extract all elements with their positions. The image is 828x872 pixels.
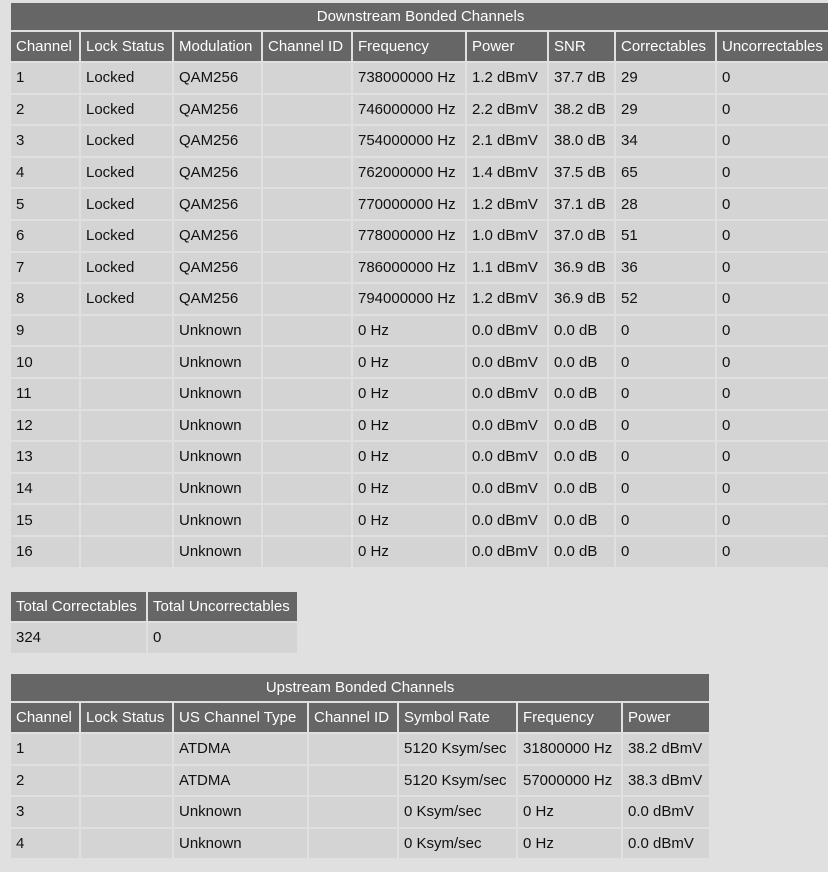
table-row xyxy=(11,829,709,859)
total-uncorrectables-header: Total Uncorrectables xyxy=(148,592,297,621)
table-cell: 52 xyxy=(616,284,715,314)
table-cell xyxy=(81,379,172,409)
table-cell: 34 xyxy=(616,126,715,156)
table-row xyxy=(11,766,709,796)
table-cell: QAM256 xyxy=(174,189,261,219)
table-row xyxy=(11,347,828,377)
table-cell: 1.2 dBmV xyxy=(467,63,547,93)
downstream-header-lock-status: Lock Status xyxy=(81,32,172,61)
table-cell xyxy=(263,158,351,188)
table-cell xyxy=(81,316,172,346)
table-cell: 3 xyxy=(11,126,79,156)
downstream-header-correctables: Correctables xyxy=(616,32,715,61)
table-cell: 0.0 dBmV xyxy=(467,474,547,504)
table-cell: 1.2 dBmV xyxy=(467,189,547,219)
table-cell xyxy=(263,442,351,472)
table-row xyxy=(11,379,828,409)
table-cell: 5 xyxy=(11,189,79,219)
table-cell: 37.7 dB xyxy=(549,63,614,93)
table-cell: 0 xyxy=(616,316,715,346)
table-cell: 746000000 Hz xyxy=(353,95,465,125)
table-cell: 0 Ksym/sec xyxy=(399,797,516,827)
table-cell: 0.0 dBmV xyxy=(623,829,709,859)
table-cell xyxy=(81,829,172,859)
table-cell: 0.0 dB xyxy=(549,379,614,409)
table-cell: QAM256 xyxy=(174,253,261,283)
table-cell: 0 xyxy=(616,347,715,377)
table-cell: 0 xyxy=(717,537,828,567)
table-cell: 754000000 Hz xyxy=(353,126,465,156)
upstream-header-channel-id: Channel ID xyxy=(309,703,397,732)
table-cell xyxy=(81,537,172,567)
upstream-table xyxy=(9,672,711,860)
table-cell xyxy=(81,797,172,827)
total-correctables-value: 324 xyxy=(11,623,146,653)
table-cell: 29 xyxy=(616,63,715,93)
table-cell: 8 xyxy=(11,284,79,314)
table-cell: 2 xyxy=(11,95,79,125)
table-cell: 1 xyxy=(11,734,79,764)
table-cell: 0.0 dB xyxy=(549,442,614,472)
table-cell: 6 xyxy=(11,221,79,251)
table-cell: 0.0 dBmV xyxy=(467,442,547,472)
table-cell: 0 Hz xyxy=(353,505,465,535)
table-cell xyxy=(263,474,351,504)
table-cell: 770000000 Hz xyxy=(353,189,465,219)
table-cell: Unknown xyxy=(174,411,261,441)
table-cell: Unknown xyxy=(174,316,261,346)
table-cell: Locked xyxy=(81,95,172,125)
total-uncorrectables-value: 0 xyxy=(148,623,297,653)
table-cell: 38.3 dBmV xyxy=(623,766,709,796)
table-cell: 0 Hz xyxy=(518,829,621,859)
table-cell: 1.0 dBmV xyxy=(467,221,547,251)
table-cell: 36.9 dB xyxy=(549,284,614,314)
table-cell: 65 xyxy=(616,158,715,188)
table-cell: 37.0 dB xyxy=(549,221,614,251)
table-cell: 0 xyxy=(717,316,828,346)
downstream-header-channel-id: Channel ID xyxy=(263,32,351,61)
table-cell xyxy=(81,474,172,504)
table-cell xyxy=(263,63,351,93)
table-cell: 0 xyxy=(717,63,828,93)
table-cell: 0.0 dBmV xyxy=(467,537,547,567)
upstream-header-channel: Channel xyxy=(11,703,79,732)
table-cell: 15 xyxy=(11,505,79,535)
downstream-header-channel: Channel xyxy=(11,32,79,61)
table-cell: Unknown xyxy=(174,442,261,472)
table-cell: 36.9 dB xyxy=(549,253,614,283)
table-cell: 4 xyxy=(11,829,79,859)
table-row xyxy=(11,253,828,283)
table-cell: 0 Hz xyxy=(353,411,465,441)
table-cell: 0.0 dB xyxy=(549,316,614,346)
upstream-header-power: Power xyxy=(623,703,709,732)
total-correctables-header: Total Correctables xyxy=(11,592,146,621)
table-cell: 31800000 Hz xyxy=(518,734,621,764)
table-cell: 0.0 dBmV xyxy=(467,316,547,346)
table-cell: 0 xyxy=(717,347,828,377)
table-cell xyxy=(263,411,351,441)
table-row xyxy=(11,95,828,125)
table-cell: 0 xyxy=(717,379,828,409)
table-cell: QAM256 xyxy=(174,221,261,251)
table-cell: Unknown xyxy=(174,797,307,827)
table-cell: 0 Hz xyxy=(353,347,465,377)
table-cell: 38.2 dB xyxy=(549,95,614,125)
table-cell: 0.0 dB xyxy=(549,537,614,567)
table-cell: 11 xyxy=(11,379,79,409)
table-cell: 762000000 Hz xyxy=(353,158,465,188)
table-cell: 0 Hz xyxy=(353,537,465,567)
table-cell: 38.2 dBmV xyxy=(623,734,709,764)
table-row xyxy=(11,411,828,441)
downstream-header-power: Power xyxy=(467,32,547,61)
table-cell: 0 xyxy=(717,442,828,472)
table-row xyxy=(11,284,828,314)
table-row xyxy=(11,221,828,251)
table-cell xyxy=(263,189,351,219)
table-cell: 0 xyxy=(717,411,828,441)
table-cell: 37.5 dB xyxy=(549,158,614,188)
table-cell: Unknown xyxy=(174,537,261,567)
table-cell xyxy=(263,95,351,125)
table-cell: 0.0 dB xyxy=(549,411,614,441)
totals-table xyxy=(9,590,299,655)
table-cell xyxy=(263,284,351,314)
table-cell xyxy=(263,537,351,567)
table-cell: 2.2 dBmV xyxy=(467,95,547,125)
table-cell: 0 xyxy=(616,537,715,567)
table-cell: QAM256 xyxy=(174,284,261,314)
table-cell: 5120 Ksym/sec xyxy=(399,766,516,796)
table-cell: 0 xyxy=(717,284,828,314)
table-cell xyxy=(263,126,351,156)
table-cell: 0 xyxy=(616,411,715,441)
table-row xyxy=(11,537,828,567)
table-cell xyxy=(81,442,172,472)
table-cell xyxy=(309,829,397,859)
table-cell: 794000000 Hz xyxy=(353,284,465,314)
table-cell: 0.0 dBmV xyxy=(467,347,547,377)
downstream-header-snr: SNR xyxy=(549,32,614,61)
table-row xyxy=(11,734,709,764)
table-cell: Locked xyxy=(81,221,172,251)
table-row xyxy=(11,158,828,188)
table-cell: 0 xyxy=(616,505,715,535)
table-cell: 0 Hz xyxy=(353,379,465,409)
table-row xyxy=(11,474,828,504)
table-cell xyxy=(309,797,397,827)
table-cell: 5120 Ksym/sec xyxy=(399,734,516,764)
table-cell: QAM256 xyxy=(174,126,261,156)
table-row xyxy=(11,797,709,827)
table-cell: QAM256 xyxy=(174,63,261,93)
upstream-header-us-channel-type: US Channel Type xyxy=(174,703,307,732)
table-cell: QAM256 xyxy=(174,158,261,188)
table-cell: 786000000 Hz xyxy=(353,253,465,283)
table-cell xyxy=(263,379,351,409)
table-cell xyxy=(309,766,397,796)
table-cell: ATDMA xyxy=(174,734,307,764)
table-cell: Locked xyxy=(81,63,172,93)
table-row xyxy=(11,126,828,156)
table-cell: 738000000 Hz xyxy=(353,63,465,93)
table-cell: 0 xyxy=(717,189,828,219)
table-cell xyxy=(263,253,351,283)
table-cell: Locked xyxy=(81,126,172,156)
table-cell: 2 xyxy=(11,766,79,796)
table-cell: 778000000 Hz xyxy=(353,221,465,251)
table-cell: 38.0 dB xyxy=(549,126,614,156)
table-cell: 9 xyxy=(11,316,79,346)
table-cell: Unknown xyxy=(174,474,261,504)
table-cell: 0.0 dB xyxy=(549,505,614,535)
table-cell: 1.2 dBmV xyxy=(467,284,547,314)
table-cell: 28 xyxy=(616,189,715,219)
table-cell xyxy=(81,734,172,764)
table-cell xyxy=(263,347,351,377)
table-cell: Unknown xyxy=(174,829,307,859)
table-cell xyxy=(263,221,351,251)
table-cell: 0.0 dBmV xyxy=(467,505,547,535)
table-cell: 0.0 dBmV xyxy=(623,797,709,827)
table-cell: 10 xyxy=(11,347,79,377)
table-cell: 0.0 dBmV xyxy=(467,379,547,409)
table-row xyxy=(11,442,828,472)
table-cell: 0 xyxy=(616,474,715,504)
table-cell: 36 xyxy=(616,253,715,283)
table-cell xyxy=(263,505,351,535)
table-cell xyxy=(81,505,172,535)
downstream-header-frequency: Frequency xyxy=(353,32,465,61)
table-cell: 0 Hz xyxy=(353,474,465,504)
table-cell: 0.0 dBmV xyxy=(467,411,547,441)
table-cell xyxy=(81,766,172,796)
table-cell: Unknown xyxy=(174,347,261,377)
table-cell: 3 xyxy=(11,797,79,827)
downstream-table xyxy=(9,1,828,569)
table-cell: 0 xyxy=(717,95,828,125)
table-cell: 0 xyxy=(717,158,828,188)
table-cell: 0 xyxy=(717,126,828,156)
upstream-header-lock-status: Lock Status xyxy=(81,703,172,732)
table-cell: 0 Hz xyxy=(353,316,465,346)
table-row xyxy=(11,189,828,219)
table-cell: Unknown xyxy=(174,379,261,409)
table-row xyxy=(11,505,828,535)
upstream-title: Upstream Bonded Channels xyxy=(11,674,709,701)
table-cell: 0 xyxy=(616,379,715,409)
table-cell: QAM256 xyxy=(174,95,261,125)
table-row xyxy=(11,63,828,93)
table-cell: 0 Ksym/sec xyxy=(399,829,516,859)
table-cell: 0 xyxy=(717,505,828,535)
table-cell: 37.1 dB xyxy=(549,189,614,219)
table-cell: 16 xyxy=(11,537,79,567)
table-cell: 0 xyxy=(717,253,828,283)
table-cell xyxy=(309,734,397,764)
table-cell: 0 Hz xyxy=(518,797,621,827)
table-cell: 57000000 Hz xyxy=(518,766,621,796)
table-cell: 1 xyxy=(11,63,79,93)
table-row xyxy=(11,316,828,346)
downstream-header-modulation: Modulation xyxy=(174,32,261,61)
table-cell: 12 xyxy=(11,411,79,441)
table-cell xyxy=(81,411,172,441)
table-cell xyxy=(81,347,172,377)
table-cell: 13 xyxy=(11,442,79,472)
downstream-title: Downstream Bonded Channels xyxy=(11,3,828,30)
table-cell: Locked xyxy=(81,158,172,188)
upstream-header-symbol-rate: Symbol Rate xyxy=(399,703,516,732)
table-cell: Unknown xyxy=(174,505,261,535)
upstream-header-frequency: Frequency xyxy=(518,703,621,732)
table-cell: 0 xyxy=(616,442,715,472)
table-cell: ATDMA xyxy=(174,766,307,796)
table-cell: 7 xyxy=(11,253,79,283)
table-cell: 0.0 dB xyxy=(549,347,614,377)
downstream-header-uncorrectables: Uncorrectables xyxy=(717,32,828,61)
table-cell: 1.1 dBmV xyxy=(467,253,547,283)
table-cell: 14 xyxy=(11,474,79,504)
table-cell: 51 xyxy=(616,221,715,251)
table-cell: Locked xyxy=(81,284,172,314)
table-cell: 29 xyxy=(616,95,715,125)
table-cell: Locked xyxy=(81,253,172,283)
table-cell: 2.1 dBmV xyxy=(467,126,547,156)
table-cell: 0.0 dB xyxy=(549,474,614,504)
table-cell: 0 xyxy=(717,474,828,504)
table-cell: 0 Hz xyxy=(353,442,465,472)
table-cell: 4 xyxy=(11,158,79,188)
table-cell: 0 xyxy=(717,221,828,251)
table-cell xyxy=(263,316,351,346)
table-cell: Locked xyxy=(81,189,172,219)
table-cell: 1.4 dBmV xyxy=(467,158,547,188)
